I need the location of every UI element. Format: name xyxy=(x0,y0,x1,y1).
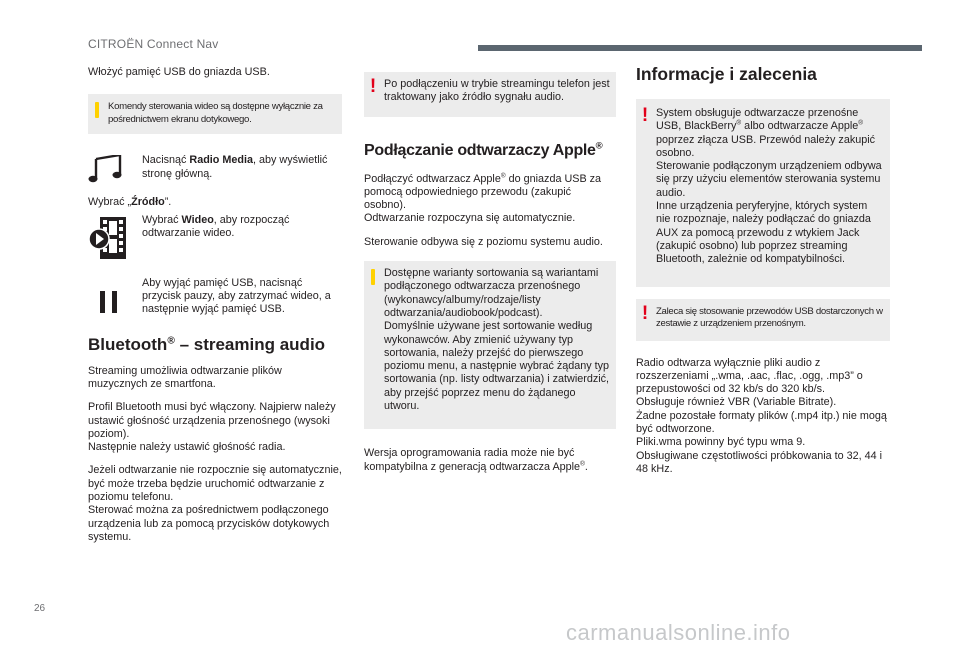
apple-heading: Podłączanie odtwarzaczy Apple® xyxy=(364,140,603,159)
warning-box-streaming xyxy=(364,72,616,117)
warning-box-text: Po podłączeniu w trybie streamingu telefon jest traktowany jako źródło sygnału audio. xyxy=(384,78,610,104)
warning-icon: ! xyxy=(641,105,649,126)
apple-paragraph-2: Sterowanie odbywa się z poziomu systemu audio. xyxy=(364,235,603,248)
apple-paragraph-1: Podłączyć odtwarzacz Apple® do gniazda USB za pomocą odpowiedniego przewodu (zakupić osobno). Odtwarzanie rozpoczyna się automatycznie. xyxy=(364,172,602,225)
column-3 xyxy=(636,64,890,476)
usb-intro-text: Włożyć pamięć USB do gniazda USB. xyxy=(88,66,270,78)
bluetooth-heading: Bluetooth® – streaming audio xyxy=(88,334,326,354)
running-header-title: CITROËN Connect Nav xyxy=(88,37,219,51)
bt-paragraph-3: Jeżeli odtwarzanie nie rozpocznie się automatycznie, być może trzeba będzie uruchomić odtwarzanie z poziomu telefonu. Sterować można za pośrednictwem podłączonego urządzenia lub za pomocą przycisków dotykowych systemu. xyxy=(88,464,342,543)
step-video xyxy=(88,214,342,241)
step-video-text: Wybrać Wideo, aby rozpocząć odtwarzanie wideo. xyxy=(142,214,290,240)
warning-icon: ! xyxy=(641,302,649,324)
info-box-video-touch xyxy=(88,94,342,134)
info-box-sorting-text: Dostępne warianty sortowania są wariantami podłączonego odtwarzacza przenośnego (wykonawcy/albumy/rodzaje/listy odtwarzania/audiobook/podcast). Domyślnie używane jest sortowanie według wykonawców. Aby zmienić używany typ sortowania, należy przejść do pierwszego poziomu menu, a następnie wybrać żądany typ sortowania (np. listy odtwarzania) i zatwierdzić, aby przejść poprzez menu do żądanego utworu. xyxy=(384,267,610,413)
music-note-icon xyxy=(88,155,128,188)
info-box-text: Komendy sterowania wideo są dostępne wyłącznie za pośrednictwem ekranu dotykowego. xyxy=(108,101,323,125)
info-box-sorting xyxy=(364,261,616,429)
bt-paragraph-1: Streaming umożliwia odtwarzanie plików muzycznych ze smartfona. xyxy=(88,364,282,390)
pause-icon xyxy=(100,291,118,318)
video-icon xyxy=(88,217,132,264)
warning-icon: ! xyxy=(369,76,377,97)
watermark: carmanualsonline.info xyxy=(566,620,791,645)
column-1 xyxy=(88,66,342,544)
warning-box-players-text: System obsługuje odtwarzacze przenośne USB, BlackBerry® albo odtwarzacze Apple® poprzez złącza USB. Przewód należy zakupić osobno. Sterowanie podłączonym urządzeniem odbywa się przy użyciu elementów sterowania systemu audio. Inne urządzenia peryferyjne, których system nie rozpoznaje, należy podłączać do gniazda AUX za pomocą przewodu z wtykiem Jack (zakupić osobno) lub poprzez streaming Bluetooth, zależnie od kompatybilności. xyxy=(656,107,882,266)
info-marker-icon xyxy=(95,102,99,118)
column-2 xyxy=(364,72,616,474)
warning-box-cables-text: Zaleca się stosowanie przewodów USB dostarczonych w zestawie z urządzeniem przenośnym. xyxy=(656,305,883,330)
info-marker-icon xyxy=(371,269,375,285)
formats-paragraph: Radio odtwarza wyłącznie pliki audio z rozszerzeniami „.wma, .aac, .flac, .ogg, .mp3” o przepustowości od 32 kb/s do 320 kb/s. Obsługuje również VBR (Variable Bitrate). Żadne pozostałe formaty plików (.mp4 itp.) nie mogą być odtworzone. Pliki.wma powinny być typu wma 9. Obsługiwane częstotliwości próbkowania to 32, 44 i 48 kHz. xyxy=(636,356,887,475)
step-radio-media xyxy=(88,154,342,181)
info-heading: Informacje i zalecenia xyxy=(636,64,817,84)
header-bar xyxy=(478,45,922,51)
warning-box-players xyxy=(636,99,890,287)
step-radio-media-text: Nacisnąć Radio Media, aby wyświetlić stronę główną. xyxy=(142,154,328,180)
warning-box-cables xyxy=(636,299,890,341)
bt-paragraph-2: Profil Bluetooth musi być włączony. Najpierw należy ustawić głośność urządzenia przenośnego (wysoki poziom). Następnie należy ustawić głośność radia. xyxy=(88,401,336,454)
page-number: 26 xyxy=(34,603,46,614)
apple-paragraph-3: Wersja oprogramowania radia może nie być kompatybilna z generacją odtwarzacza Apple®. xyxy=(364,447,588,473)
select-source-text: Wybrać „Źródło”. xyxy=(88,195,172,208)
step-pause xyxy=(88,277,342,317)
step-pause-text: Aby wyjąć pamięć USB, nacisnąć przycisk pauzy, aby zatrzymać wideo, a następnie wyjąć pamięć USB. xyxy=(142,276,331,316)
